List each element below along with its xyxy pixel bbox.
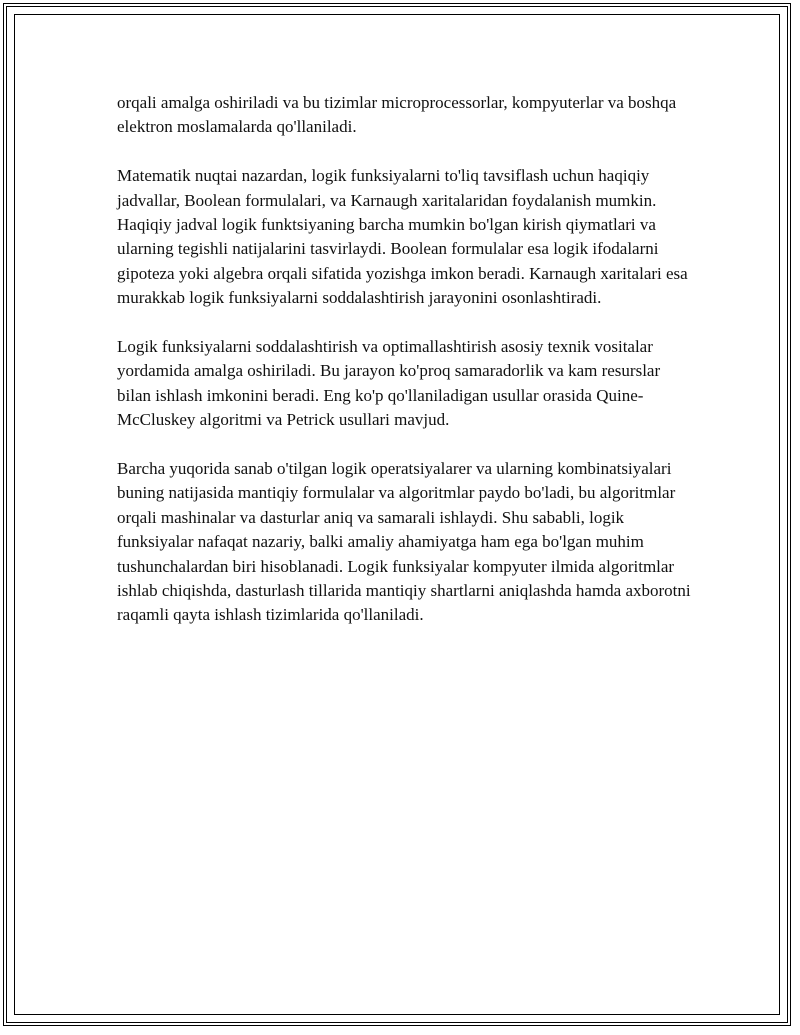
- paragraph-3: Logik funksiyalarni soddalashtirish va optimallashtirish asosiy texnik vositalar yordamida amalga oshiriladi. Bu jarayon ko'proq samaradorlik va kam resurslar bilan ishlash imkonini beradi. Eng ko'p qo'llaniladigan usullar orasida Quine-McCluskey algoritmi va Petrick usullari mavjud.: [117, 337, 661, 430]
- document-body: [117, 91, 692, 628]
- paragraph-1: orqali amalga oshiriladi va bu tizimlar microprocessorlar, kompyuterlar va boshqa elektron moslamalarda qo'llaniladi.: [117, 93, 677, 137]
- paragraph-4: Barcha yuqorida sanab o'tilgan logik operatsiyalarer va ularning kombinatsiyalari buning natijasida mantiqiy formulalar va algoritmlar paydo bo'ladi, bu algoritmlar orqali mashinalar va dasturlar aniq va samarali ishlaydi. Shu sababli, logik funksiyalar nafaqat nazariy, balki amaliy ahamiyatga ham ega bo'lgan muhim tushunchalardan biri hisoblanadi. Logik funksiyalar kompyuter ilmida algoritmlar ishlab chiqishda, dasturlash tillarida mantiqiy shartlarni aniqlashda hamda axborotni raqamli qayta ishlash tizimlarida qo'llaniladi.: [117, 459, 691, 625]
- paragraph-2: Matematik nuqtai nazardan, logik funksiyalarni to'liq tavsiflash uchun haqiqiy jadvallar, Boolean formulalari, va Karnaugh xaritalaridan foydalanish mumkin. Haqiqiy jadval logik funktsiyaning barcha mumkin bo'lgan kirish qiymatlari va ularning tegishli natijalarini tasvirlaydi. Boolean formulalar esa logik ifodalarni gipoteza yoki algebra orqali sifatida yozishga imkon beradi. Karnaugh xaritalari esa murakkab logik funksiyalarni soddalashtirish jarayonini osonlashtiradi.: [117, 166, 688, 308]
